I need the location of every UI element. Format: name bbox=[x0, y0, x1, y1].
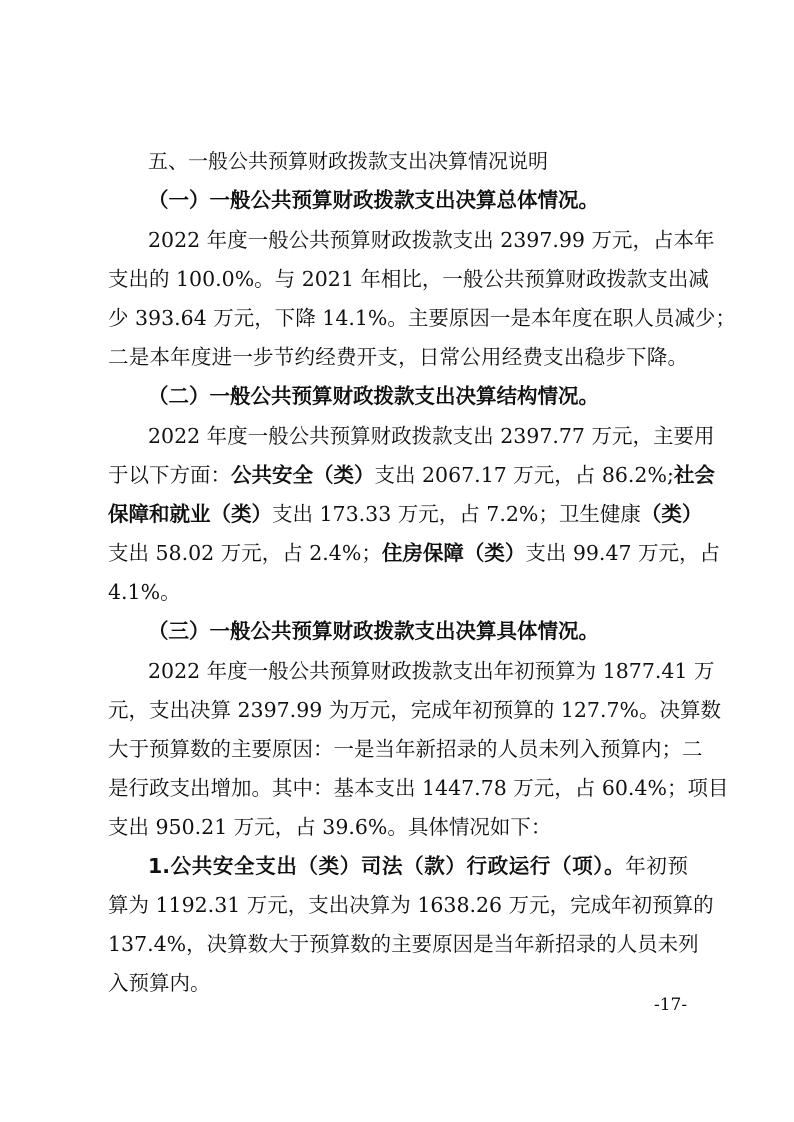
paragraph-line bbox=[108, 461, 715, 489]
text-segment: 年初预 bbox=[625, 854, 688, 878]
text-segment: 支出 2067.17 万元，占 86.2%; bbox=[374, 463, 674, 487]
category-label: 住房保障（类） bbox=[381, 541, 526, 565]
paragraph-line: 二是本年度进一步节约经费开支，日常公用经费支出稳步下降。 bbox=[108, 345, 688, 369]
subsection-heading-2: （二）一般公共预算财政拨款支出决算结构情况。 bbox=[148, 384, 599, 408]
paragraph-line: 2022 年度一般公共预算财政拨款支出年初预算为 1877.41 万 bbox=[148, 659, 715, 683]
paragraph-line: 是行政支出增加。其中：基本支出 1447.78 万元，占 60.4%；项目 bbox=[108, 776, 729, 800]
page-number: -17- bbox=[654, 995, 688, 1015]
text-segment: 支出 99.47 万元，占 bbox=[525, 541, 721, 565]
subsection-heading-1: （一）一般公共预算财政拨款支出决算总体情况。 bbox=[148, 188, 599, 212]
paragraph-line: 算为 1192.31 万元，支出决算为 1638.26 万元，完成年初预算的 bbox=[108, 893, 714, 917]
category-label: 公共安全（类） bbox=[231, 463, 375, 487]
paragraph-line bbox=[108, 500, 703, 528]
item-1-line bbox=[148, 852, 688, 880]
paragraph-line bbox=[108, 539, 721, 567]
text-segment: 支出 173.33 万元，占 7.2%；卫生健康 bbox=[272, 502, 641, 526]
item-1-label: 1.公共安全支出（类）司法（款）行政运行（项）。 bbox=[148, 854, 626, 878]
category-label: （类） bbox=[640, 502, 703, 526]
paragraph-line: 4.1%。 bbox=[108, 580, 181, 604]
text-segment: 于以下方面： bbox=[108, 463, 231, 487]
paragraph-line: 元，支出决算 2397.99 为万元，完成年初预算的 127.7%。决算数 bbox=[108, 698, 721, 722]
paragraph-line: 2022 年度一般公共预算财政拨款支出 2397.77 万元，主要用 bbox=[148, 424, 715, 448]
category-label: 保障和就业（类） bbox=[108, 502, 272, 526]
paragraph-line: 支出 950.21 万元，占 39.6%。具体情况如下： bbox=[108, 815, 552, 839]
paragraph-line: 支出的 100.0%。与 2021 年相比，一般公共预算财政拨款支出减 bbox=[108, 267, 709, 291]
paragraph-line: 2022 年度一般公共预算财政拨款支出 2397.99 万元，占本年 bbox=[148, 228, 715, 252]
category-label: 社会 bbox=[673, 463, 715, 487]
paragraph-line: 大于预算数的主要原因：一是当年新招录的人员未列入预算内；二 bbox=[108, 737, 703, 761]
paragraph-line: 入预算内。 bbox=[108, 971, 211, 995]
section-heading: 五、一般公共预算财政拨款支出决算情况说明 bbox=[148, 149, 548, 173]
text-segment: 支出 58.02 万元，占 2.4%； bbox=[108, 541, 382, 565]
paragraph-line: 少 393.64 万元，下降 14.1%。主要原因一是本年度在职人员减少； bbox=[108, 306, 736, 330]
subsection-heading-3: （三）一般公共预算财政拨款支出决算具体情况。 bbox=[148, 619, 599, 643]
paragraph-line: 137.4%，决算数大于预算数的主要原因是当年新招录的人员未列 bbox=[108, 932, 699, 956]
